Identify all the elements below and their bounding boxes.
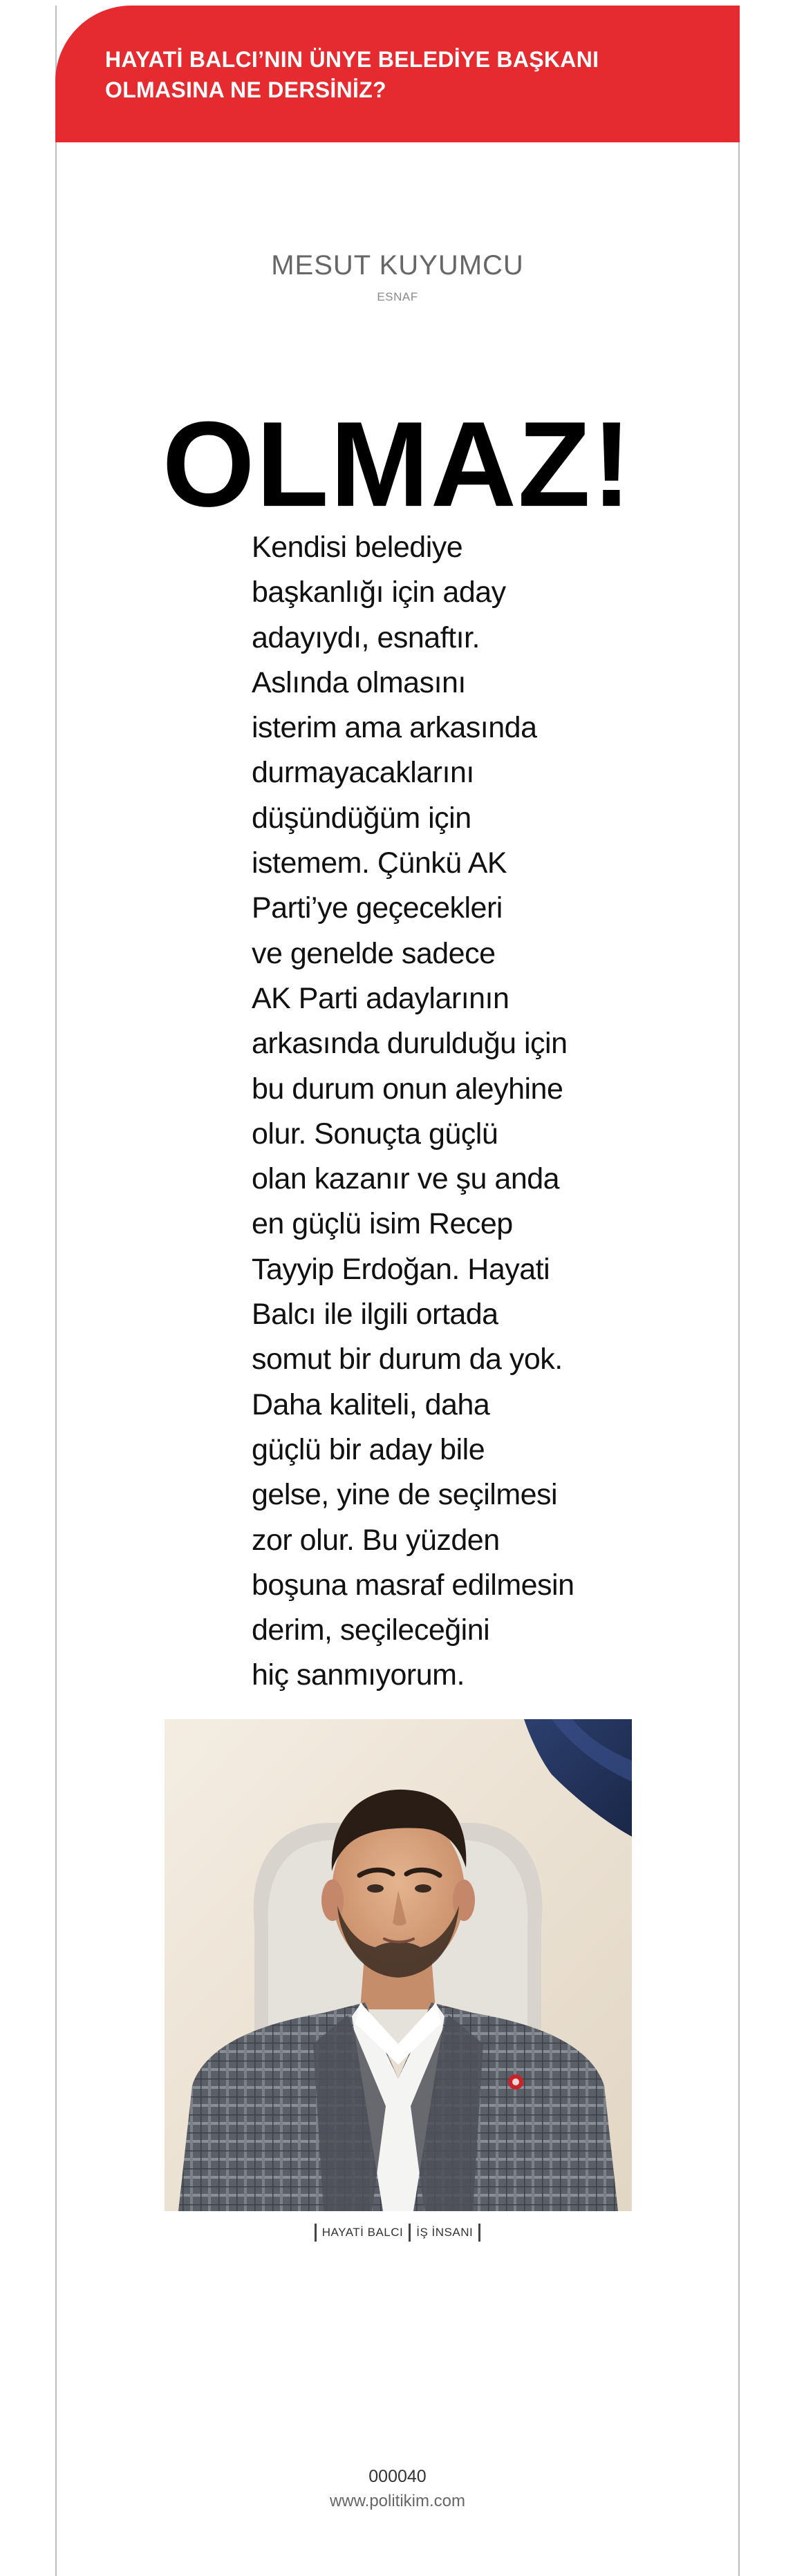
website-link[interactable]: www.politikim.com (329, 2492, 466, 2510)
body-line: Tayyip Erdoğan. Hayati (252, 1252, 550, 1286)
body-line: hiç sanmıyorum. (252, 1658, 465, 1692)
body-line: Kendisi belediye (252, 531, 463, 564)
question-header (55, 6, 740, 142)
body-line: olur. Sonuçta güçlü (252, 1117, 498, 1150)
question-title-line-1: HAYATİ BALCI’NIN ÜNYE BELEDİYE BAŞKANI (105, 47, 599, 72)
body-line: en güçlü isim Recep (252, 1207, 513, 1241)
body-line: isterim ama arkasında (252, 711, 537, 745)
body-line: bu durum onun aleyhine (252, 1072, 563, 1106)
body-line: derim, seçileceğini (252, 1613, 490, 1647)
caption-role: İŞ İNSANI (416, 2226, 474, 2239)
body-line: durmayacaklarını (252, 756, 474, 790)
body-line: düşündüğüm için (252, 801, 471, 835)
answer-body (252, 525, 574, 1698)
caption-divider (478, 2224, 480, 2242)
body-line: güçlü bir aday bile (252, 1432, 485, 1466)
person-name: MESUT KUYUMCU (271, 250, 524, 281)
body-line: zor olur. Bu yüzden (252, 1523, 500, 1557)
body-line: adayıydı, esnaftır. (252, 621, 480, 654)
question-title-line-2: OLMASINA NE DERSİNİZ? (105, 77, 386, 102)
caption-divider (315, 2224, 317, 2242)
caption-divider (409, 2224, 411, 2242)
body-line: boşuna masraf edilmesin (252, 1568, 574, 1602)
body-line: Parti’ye geçecekleri (252, 891, 503, 925)
photo-caption (0, 2224, 795, 2242)
body-line: Aslında olmasını (252, 665, 466, 699)
body-line: Daha kaliteli, daha (252, 1388, 490, 1421)
portrait-photo (165, 1719, 632, 2211)
person-occupation: ESNAF (377, 290, 418, 303)
question-title (105, 44, 700, 105)
body-line: AK Parti adaylarının (252, 981, 509, 1015)
page-number: 000040 (368, 2467, 427, 2486)
body-line: olan kazanır ve şu anda (252, 1162, 560, 1196)
body-line: Balcı ile ilgili ortada (252, 1298, 498, 1332)
body-line: başkanlığı için aday (252, 576, 506, 609)
body-line: somut bir durum da yok. (252, 1343, 563, 1376)
caption-name: HAYATİ BALCI (321, 2226, 404, 2239)
body-line: arkasında durulduğu için (252, 1027, 568, 1061)
body-line: istemem. Çünkü AK (252, 846, 507, 880)
body-line: gelse, yine de seçilmesi (252, 1478, 558, 1512)
portrait-illustration (165, 1719, 632, 2211)
body-line: ve genelde sadece (252, 936, 496, 970)
answer-headline: OLMAZ! (162, 397, 633, 532)
